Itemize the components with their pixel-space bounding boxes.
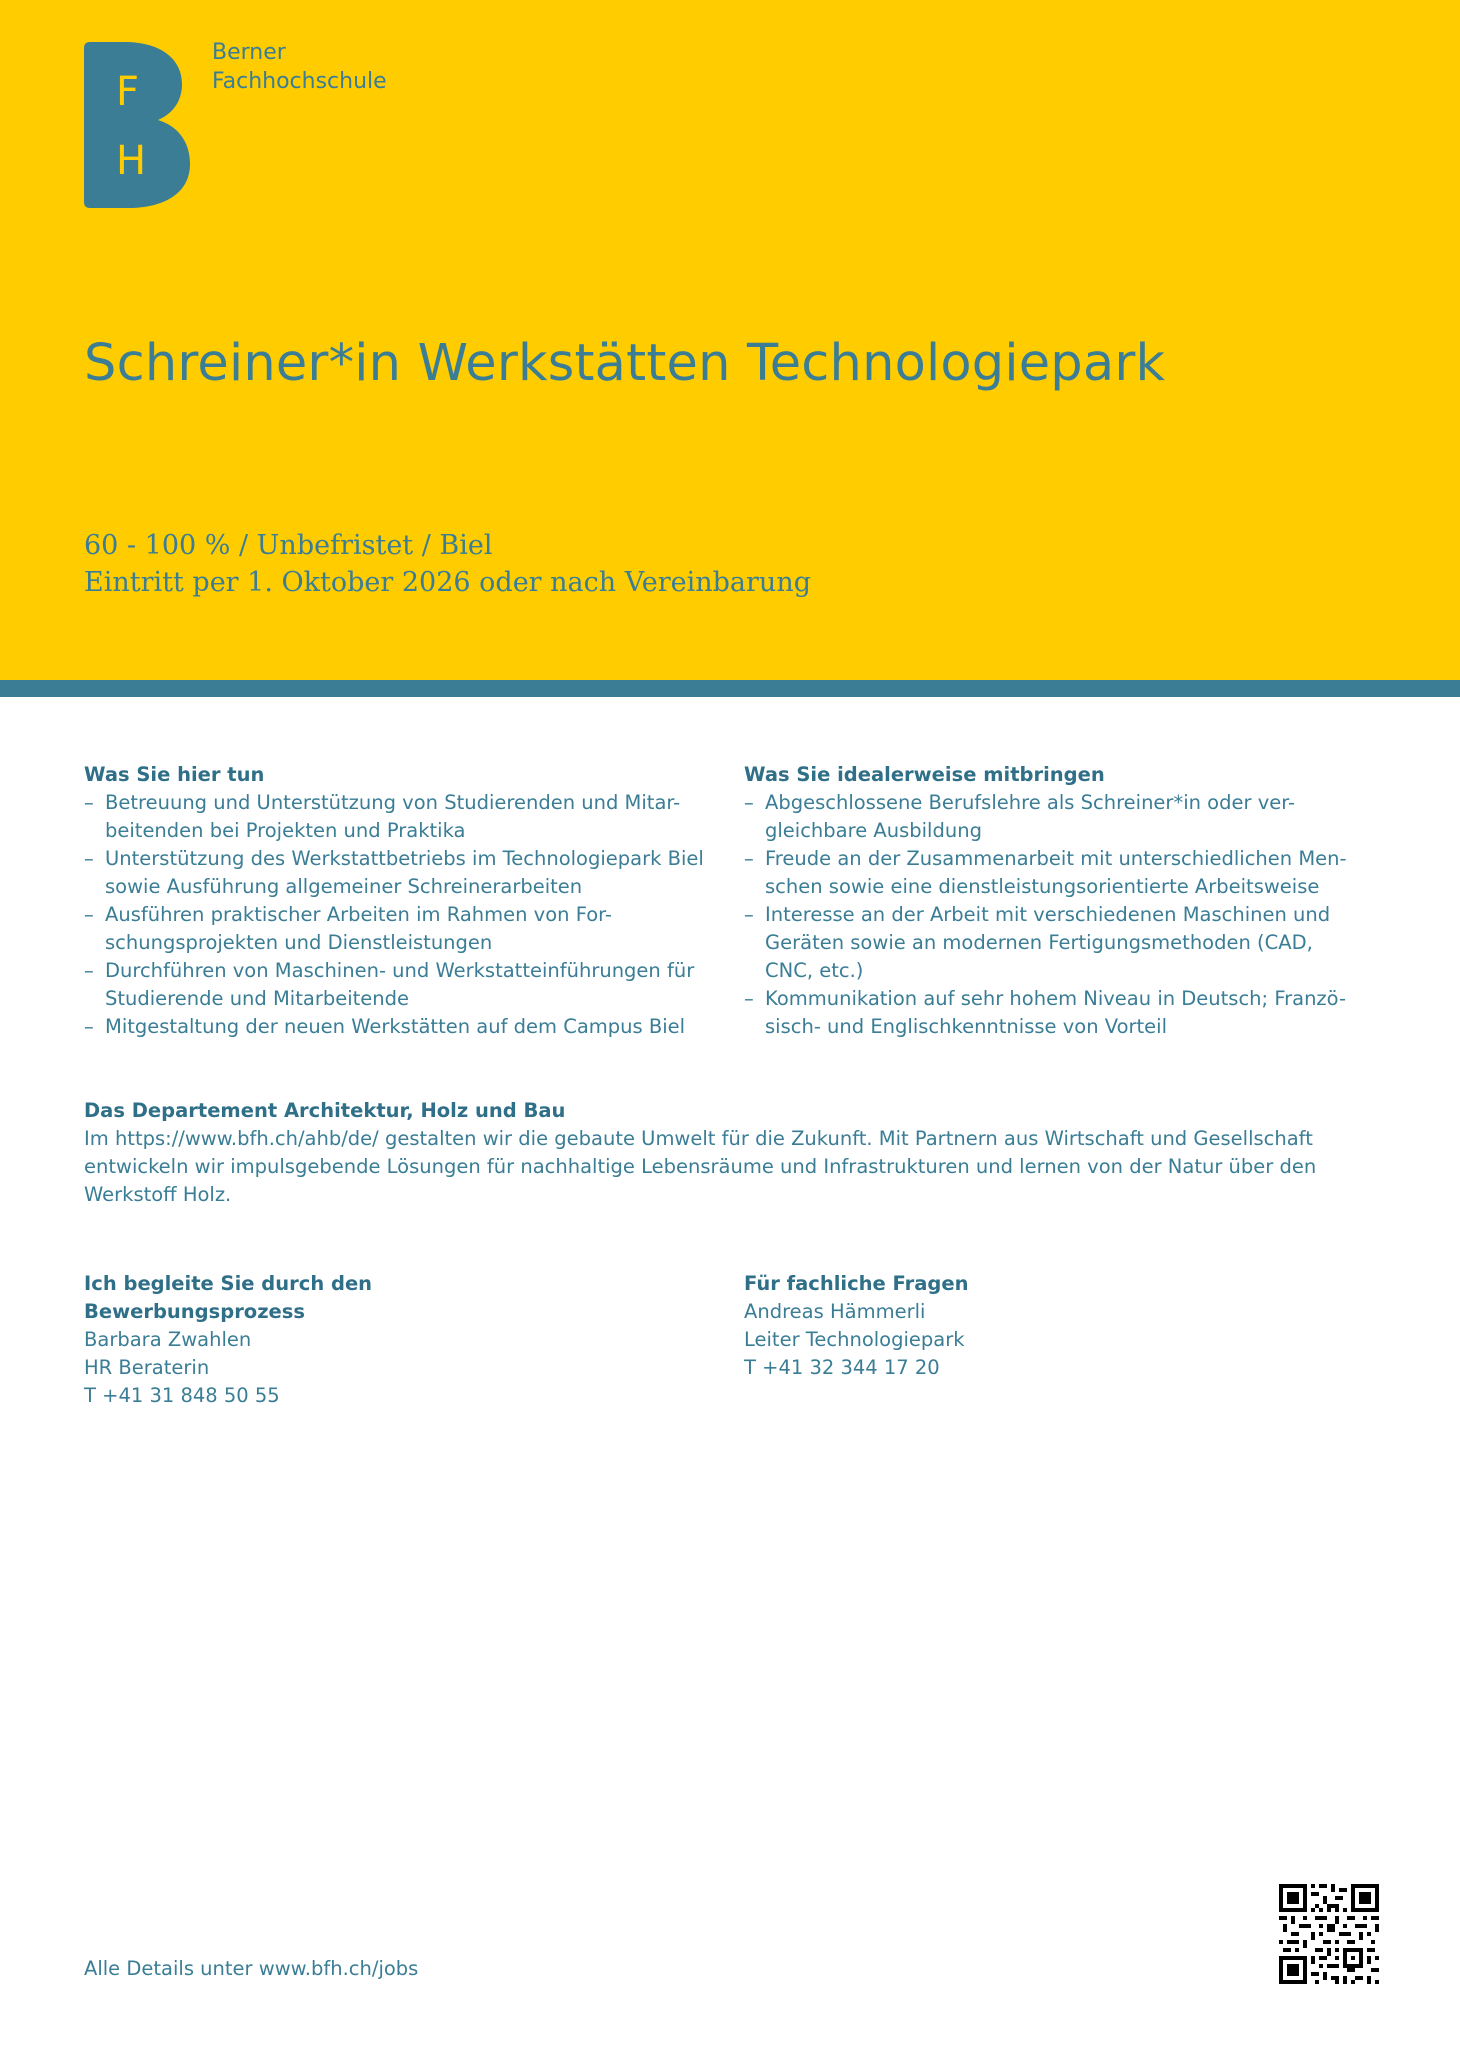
- department-text: Im https://www.bfh.ch/ahb/de/ gestalten wir die gebaute Umwelt für die Zukunft. Mit Partnern aus Wirtschaft und Gesellschaft entwickeln wir impulsgebende Lösungen für nachhaltige Lebensräume und Infrastrukturen und lernen von der Natur über den Werkstoff Holz.: [84, 1127, 1317, 1206]
- tech-contact-heading: Für fachliche Fragen: [744, 1272, 969, 1295]
- list-item: – Freude an der Zusammenarbeit mit unterschiedlichen Men-schen sowie eine dienstleistungsorientierte Arbeitsweise: [744, 845, 1364, 901]
- department-heading: Das Departement Architektur, Holz und Bau: [84, 1099, 566, 1122]
- tasks-heading: Was Sie hier tun: [84, 763, 265, 786]
- list-item: – Ausführen praktischer Arbeiten im Rahmen von For-schungsprojekten und Dienstleistungen: [84, 901, 704, 957]
- requirements-list: [744, 789, 1364, 1041]
- org-name: [212, 38, 387, 96]
- job-start-date: Eintritt per 1. Oktober 2026 oder nach Vereinbarung: [84, 567, 811, 598]
- hr-contact-heading-line2: Bewerbungsprozess: [84, 1300, 305, 1323]
- org-name-line1: Berner: [212, 40, 286, 65]
- requirements-section: [744, 761, 1364, 1041]
- hr-contact-name: Barbara Zwahlen: [84, 1328, 252, 1351]
- tech-contact: [744, 1270, 1304, 1382]
- hr-contact-heading-line1: Ich begleite Sie durch den: [84, 1272, 373, 1295]
- list-item: – Interesse an der Arbeit mit verschiedenen Maschinen und Geräten sowie an modernen Fertigungsmethoden (CAD, CNC, etc.): [744, 901, 1364, 985]
- list-item: – Unterstützung des Werkstattbetriebs im Technologiepark Biel sowie Ausführung allgemeiner Schreinerarbeiten: [84, 845, 704, 901]
- logo-letter-h: H: [116, 138, 147, 184]
- hr-contact-role: HR Beraterin: [84, 1356, 210, 1379]
- department-section: [84, 1097, 1374, 1209]
- job-title: Schreiner*in Werkstätten Technologiepark: [84, 334, 1166, 393]
- jobs-link[interactable]: Alle Details unter www.bfh.ch/jobs: [84, 1957, 419, 1980]
- qr-code-icon[interactable]: [1279, 1884, 1379, 1984]
- logo-letter-f: F: [116, 69, 140, 115]
- list-item: – Mitgestaltung der neuen Werkstätten auf dem Campus Biel: [84, 1013, 704, 1041]
- list-item: – Durchführen von Maschinen- und Werkstatteinführungen für Studierende und Mitarbeitende: [84, 957, 704, 1013]
- tech-contact-phone[interactable]: T +41 32 344 17 20: [744, 1356, 940, 1379]
- header-banner: [0, 0, 1460, 680]
- hr-contact-phone[interactable]: T +41 31 848 50 55: [84, 1384, 280, 1407]
- tech-contact-name: Andreas Hämmerli: [744, 1300, 926, 1323]
- org-name-line2: Fachhochschule: [212, 69, 387, 94]
- requirements-heading: Was Sie idealerweise mitbringen: [744, 763, 1105, 786]
- job-meta: [84, 527, 811, 601]
- tasks-section: [84, 761, 704, 1041]
- list-item: – Abgeschlossene Berufslehre als Schreiner*in oder ver-gleichbare Ausbildung: [744, 789, 1364, 845]
- header-divider: [0, 680, 1460, 697]
- job-workload: 60 - 100 % / Unbefristet / Biel: [84, 530, 493, 561]
- bfh-logo: [84, 42, 190, 208]
- list-item: – Betreuung und Unterstützung von Studierenden und Mitar-beitenden bei Projekten und Praktika: [84, 789, 704, 845]
- tasks-list: [84, 789, 704, 1041]
- list-item: – Kommunikation auf sehr hohem Niveau in Deutsch; Franzö-sisch- und Englischkenntnisse von Vorteil: [744, 985, 1364, 1041]
- tech-contact-role: Leiter Technologiepark: [744, 1328, 965, 1351]
- hr-contact: [84, 1270, 644, 1410]
